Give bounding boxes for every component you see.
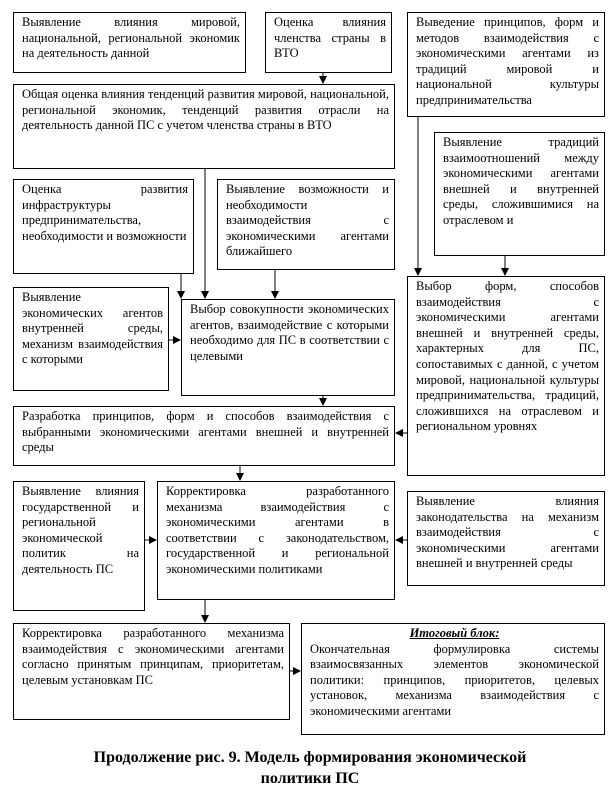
box-world-economy-influence: [13, 12, 246, 73]
box-text: Разработка принципов, форм и способов взаимодействия с выбранными экономическими агентами внешней и внутренней среды: [22, 409, 389, 455]
caption-line-1: Продолжение рис. 9. Модель формирования экономической: [93, 749, 527, 766]
box-text: Выявление влияния государственной и региональной экономической политик на деятельность ПС: [22, 484, 139, 576]
box-text: Оценка развития инфраструктуры предпринимательства, необходимости и возможности: [22, 182, 188, 243]
box-text: Оценка влияния членства страны в ВТО: [274, 15, 386, 61]
box-infrastructure-assessment: [13, 179, 194, 274]
box-text: Выявление влияния мировой, национальной, региональной экономик на деятельность данной: [22, 15, 240, 61]
box-text: Корректировка разработанного механизма взаимодействия с экономическими агентами в соответствии с законодательством, государственной и региональной экономическими политиками: [166, 484, 389, 576]
box-text: Общая оценка влияния тенденций развития мировой, национальной, региональной экономик, тенденций развития отрасли на деятельность данной ПС с учетом членства страны в ВТО: [22, 87, 389, 133]
box-text: Выявление экономических агентов внутренней среды, механизм взаимодействия с которыми: [22, 290, 163, 367]
box-agent-relationship-traditions: [434, 132, 605, 256]
box-general-trends-assessment: [13, 84, 395, 169]
box-wto-membership-assessment: [265, 12, 392, 73]
box-text: Выбор форм, способов взаимодействия с экономическими агентами внешней и внутренней среды, характерных для ПС, сопоставимых с данной, с учетом мировой, национальной культуры предпринимательства, традиций, сложившихся на отраслевом и региональном уровнях: [416, 279, 599, 434]
box-interaction-forms-selection: [407, 276, 605, 476]
box-legislation-influence: [407, 491, 605, 586]
box-agents-selection: [181, 299, 395, 396]
figure-caption: [40, 747, 580, 789]
final-block-title: Итоговый блок:: [409, 626, 500, 640]
box-nearest-agents-interaction: [217, 179, 395, 270]
box-text: Выявление традиций взаимоотношений между экономическими агентами внешней и внутренней среды, сложившимися на отраслевом и: [443, 135, 599, 227]
box-principles-from-traditions: [407, 12, 605, 117]
caption-line-2: политики ПС: [260, 770, 360, 787]
box-priorities-correction: [13, 623, 290, 720]
box-text: Выявление влияния законодательства на механизм взаимодействия с экономическими агентами внешней и внутренней среды: [416, 494, 599, 571]
box-text: Окончательная формулировка системы взаимосвязанных элементов экономической политики: принципов, приоритетов, целевых установок, механизма взаимодействия с экономическими агентами: [310, 641, 599, 718]
box-state-policy-influence: [13, 481, 145, 611]
box-text: Выбор совокупности экономических агентов, взаимодействие с которыми необходимо для ПС в соответствии с целевыми: [190, 302, 389, 363]
box-legislation-correction: [157, 481, 395, 600]
box-internal-agents-identification: [13, 287, 169, 391]
box-text: Выявление возможности и необходимости взаимодействия с экономическими агентами ближайшего: [226, 182, 389, 259]
box-text: Корректировка разработанного механизма взаимодействия с экономическими агентами согласно принятым принципам, приоритетам, целевым установкам ПС: [22, 626, 284, 687]
box-principles-development: [13, 406, 395, 466]
box-final-block: [301, 623, 605, 735]
box-text: Выведение принципов, форм и методов взаимодействия с экономическими агентами из традиций мировой и национальной культуры предпринимательства: [416, 15, 599, 107]
